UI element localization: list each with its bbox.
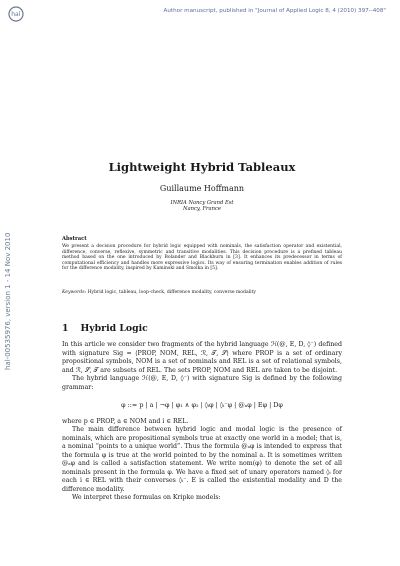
keywords-label: Keywords: xyxy=(62,290,87,295)
hal-logo-text: hal xyxy=(11,11,21,18)
paragraph-where: where p ∈ PROP, a ∈ NOM and i ∈ REL. xyxy=(62,417,189,425)
paragraph-nominals: The main difference between hybrid logic and modal logic is the presence of nominals, which are propositional symbols true at exactly one world in a model; that is, a nominal “points to a unique world”. Thus the formula @ₐφ is intended to express that the formula φ is true at the world pointed to by the nominal a. It is sometimes written @ₐφ and is called a satisfaction statement. We write nom(φ) to denote the set of all nominals present in the formula φ. We have a fixed set of unary operators named ◊ᵢ for each i ∈ REL with their converses ◊ᵢ⁻. E is called the existential modality and D the difference modality. xyxy=(62,426,342,493)
paragraph-kripke: We interpret these formulas on Kripke models: xyxy=(72,494,221,501)
paragraph-grammar-intro: The hybrid language ℋ(@, E, D, ◊⁻) with signature Sig is defined by the following grammar: xyxy=(62,375,342,391)
side-watermark: hal-00535976, version 1 - 14 Nov 2010 xyxy=(4,232,12,370)
running-header[interactable]: Author manuscript, published in "Journal of Applied Logic 8, 4 (2010) 397--408" xyxy=(163,8,386,14)
paragraph-intro: In this article we consider two fragments of the hybrid language ℋ(@, E, D, ◊⁻) defined with signature Sig = ⟨PROP, NOM, REL, ℛ, 𝒯, 𝒮⟩ where PROP is a set of ordinary propositional symbols, NOM is a set of nominals and REL is a set of relational symbols, and ℛ, 𝒮, 𝒯 are subsets of REL. The sets PROP, NOM and REL are taken to be disjoint. xyxy=(62,341,342,374)
keywords-text: Hybrid logic, tableau, loop-check, difference modality, converse modality xyxy=(87,290,256,295)
keywords xyxy=(62,290,342,295)
paper-title: Lightweight Hybrid Tableaux xyxy=(108,160,296,174)
hal-logo-icon xyxy=(8,6,24,22)
abstract-heading: Abstract xyxy=(62,236,87,242)
grammar-formula: φ ::= p | a | ¬φ | φ₁ ∧ φ₂ | ◊ᵢφ | ◊ᵢ⁻φ | @ₐφ | Eφ | Dφ xyxy=(121,401,283,409)
affiliation-institute: INRIA Nancy Grand Est xyxy=(170,200,234,206)
section-heading xyxy=(62,323,342,334)
section-body xyxy=(62,341,342,503)
section-title: Hybrid Logic xyxy=(80,323,148,334)
paper-affiliation xyxy=(62,200,342,213)
section-number: 1 xyxy=(62,323,69,334)
affiliation-city: Nancy, France xyxy=(183,206,221,213)
paper-author: Guillaume Hoffmann xyxy=(159,184,245,193)
abstract-text: We present a decision procedure for hybrid logic equipped with nominals, the satisfaction operator and existential, difference, converse, reflexive, symmetric and transitive modalities. This decision procedure is a prefixed tableau method based on the one introduced by Bolander and Blackburn in [3]. It enhances its predecessor in terms of computational efficiency and handles more expressive logics. Its way of ensuring termination enables addition of rules for the difference modality, inspired by Kaminski and Smolka in [5]. xyxy=(62,244,342,271)
